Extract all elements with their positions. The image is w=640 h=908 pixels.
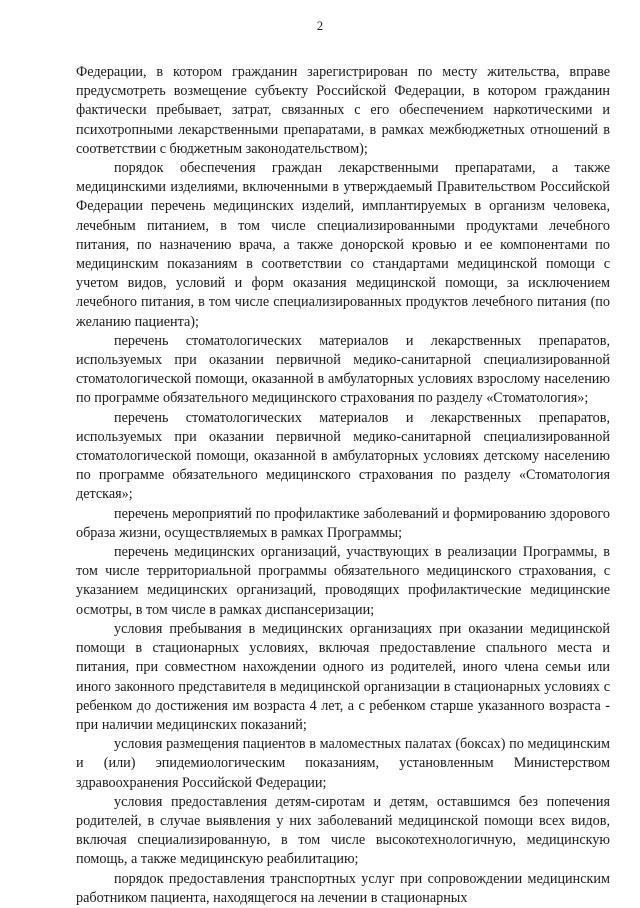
paragraph-orphans-care-conditions: условия предоставления детям-сиротам и детям, оставшимся без попечения родителей, в случае выявления у них заболеваний медицинской помощи всех видов, включая специализированную, в том числе высокотехнологичную, медицинскую помощь, а также медицинскую реабилитацию;: [76, 793, 610, 868]
page-number: 2: [316, 19, 324, 33]
paragraph-transport-services: порядок предоставления транспортных услуг при сопровождении медицинским работником пациента, находящегося на лечении в стационарных: [76, 870, 610, 906]
paragraph-medical-organizations-list: перечень медицинских организаций, участвующих в реализации Программы, в том числе территориальной программы обязательного медицинского страхования, с указанием медицинских организаций, проводящих профилактические медицинские осмотры, в том числе в рамках диспансеризации;: [76, 544, 610, 618]
paragraph-prevention-measures: перечень мероприятий по профилактике заболеваний и формированию здорового образа жизни, осуществляемых в рамках Программы;: [76, 505, 610, 541]
paragraph-dental-materials-children: перечень стоматологических материалов и лекарственных препаратов, используемых при оказании первичной медико-санитарной специализированной стоматологической помощи, оказанной в амбулаторных условиях детскому населению по программе обязательного медицинского страхования по разделу «Стоматология детская»;: [76, 409, 610, 503]
paragraph-continuation: Федерации, в котором гражданин зарегистрирован по месту жительства, вправе предусмотреть возмещение субъекту Российской Федерации, в котором гражданин фактически пребывает, затрат, связанных с его обеспечением наркотическими и психотропными лекарственными препаратами, в рамках межбюджетных отношений в соответствии с бюджетным законодательством);: [76, 64, 610, 157]
paragraph-small-ward-placement: условия размещения пациентов в маломестных палатах (боксах) по медицинским и (или) эпидемиологическим показаниям, установленным Министерством здравоохранения Российской Федерации;: [76, 736, 610, 791]
paragraph-inpatient-stay-conditions: условия пребывания в медицинских организациях при оказании медицинской помощи в стационарных условиях, включая предоставление спального места и питания, при совместном нахождении одного из родителей, иного члена семьи или иного законного представителя в медицинской организации в стационарных условиях с ребенком до достижения им возраста 4 лет, а с ребенком старше указанного возраста - при наличии медицинских показаний;: [76, 620, 610, 733]
paragraph-dental-materials-adults: перечень стоматологических материалов и лекарственных препаратов, используемых при оказании первичной медико-санитарной специализированной стоматологической помощи, оказанной в амбулаторных условиях взрослому населению по программе обязательного медицинского страхования по разделу «Стоматология»;: [76, 332, 610, 407]
document-body: [76, 63, 610, 908]
paragraph-medicine-supply-procedure: порядок обеспечения граждан лекарственными препаратами, а также медицинскими изделиями, включенными в утверждаемый Правительством Российской Федерации перечень медицинских изделий, имплантируемых в организм человека, лечебным питанием, в том числе специализированными продуктами лечебного питания, по назначению врача, а также донорской кровью и ее компонентами по медицинским показаниям в соответствии со стандартами медицинской помощи с учетом видов, условий и форм оказания медицинской помощи, за исключением лечебного питания, в том числе специализированных продуктов лечебного питания (по желанию пациента);: [76, 160, 610, 330]
